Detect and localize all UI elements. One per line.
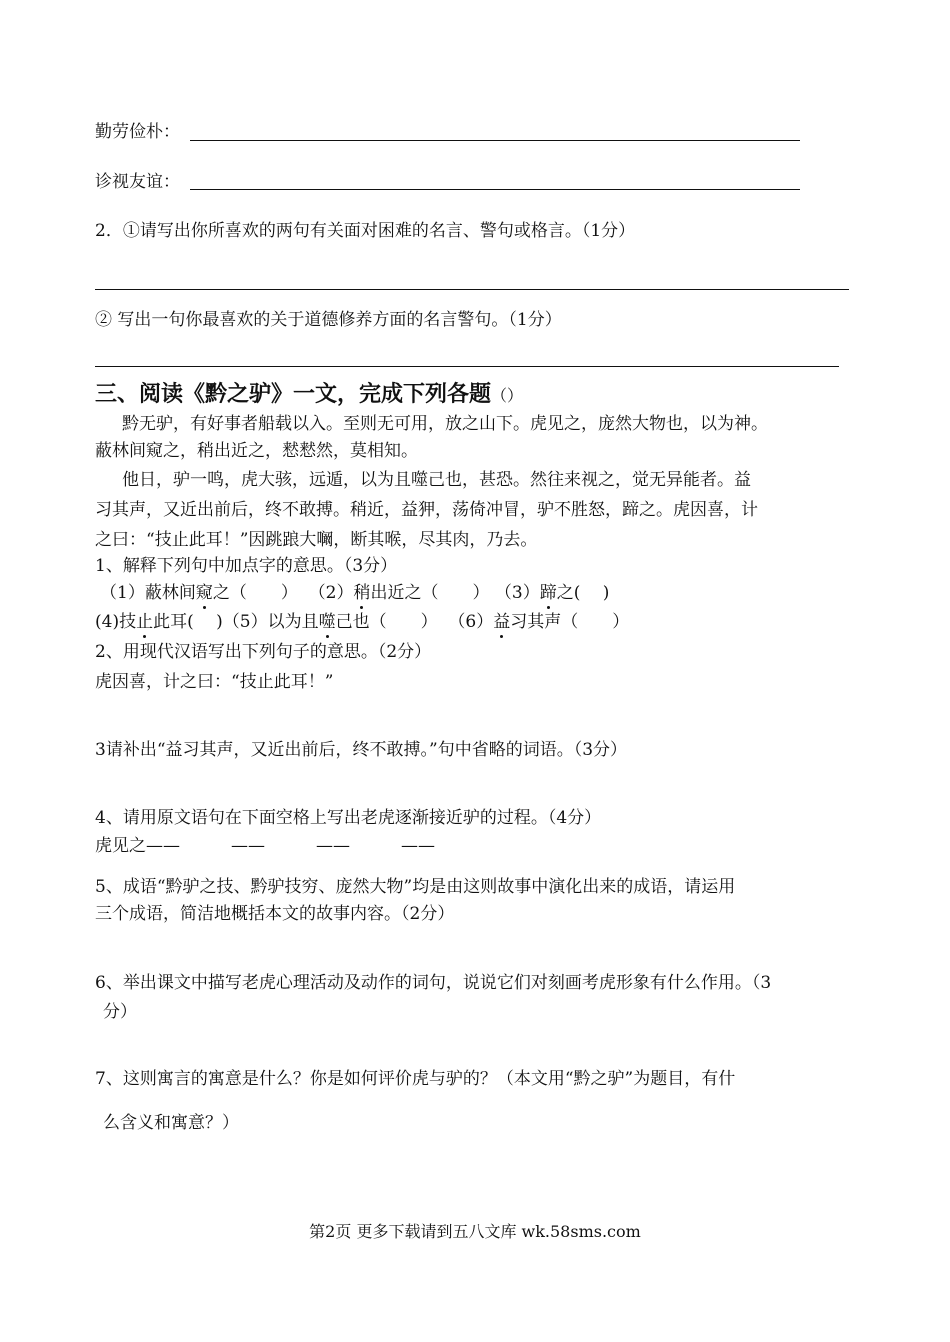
q1-row-2 — [95, 612, 629, 632]
q1-item-5-pre: （5）以为且 — [222, 612, 319, 632]
q2s-sentence: 虎因喜，计之曰：“技止此耳！” — [95, 672, 334, 692]
q6-line-2: 分） — [103, 1002, 137, 1022]
q1-item-1-dotted: 窥 — [195, 583, 213, 603]
q3-text: 3请补出“益习其声，又近出前后，终不敢搏。”句中省略的词语。（3分） — [95, 740, 628, 760]
q1-item-6-pre: （6） — [448, 612, 494, 632]
passage-line-3: 他日，驴一鸣，虎大骇，远遁，以为且噬己也，甚恐。然往来视之，觉无异能者。益 — [122, 470, 751, 490]
q1-item-5-dotted: 噬 — [318, 612, 336, 632]
q1-item-4-dotted: 止 — [136, 612, 154, 632]
q5-line-1: 5、成语“黔驴之技、黔驴技穷、庞然大物”均是由这则故事中演化出来的成语，请运用 — [95, 877, 736, 897]
q1-item-2-pre: （2） — [308, 583, 354, 603]
passage-line-4: 习其声，又近出前后，终不敢搏。稍近，益狎，荡倚冲冒，驴不胜怒，蹄之。虎因喜，计 — [95, 500, 758, 520]
idiom-label-1: 勤劳俭朴： — [95, 122, 180, 142]
answer-line-q2-2 — [95, 366, 839, 367]
passage-line-5: 之曰：“技止此耳！”因跳踉大㘎，断其喉，尽其肉，乃去。 — [95, 530, 538, 550]
idiom-label-2: 诊视友谊： — [95, 172, 180, 192]
q1-item-5-post: 己也（ ） — [335, 612, 438, 632]
q6-line-1: 6、举出课文中描写老虎心理活动及动作的词句，说说它们对刻画考虎形象有什么作用。（3 — [95, 973, 772, 993]
section-title: 三、阅读《黔之驴》一文，完成下列各题 — [95, 382, 492, 407]
section-heading — [95, 382, 523, 408]
q1-item-4-post: 此耳( ) — [153, 612, 223, 632]
q5-line-2: 三个成语，简洁地概括本文的故事内容。（2分） — [95, 904, 455, 924]
answer-line-q2-1 — [95, 289, 849, 290]
q4-title: 4、请用原文语句在下面空格上写出老虎逐渐接近驴的过程。（4分） — [95, 808, 602, 828]
q1-item-3-post: 之( ) — [556, 583, 610, 603]
q7-line-2: 么含义和寓意？） — [103, 1113, 239, 1133]
q1-item-2-post: 出近之（ ） — [370, 583, 490, 603]
answer-line-idiom-1 — [190, 140, 800, 141]
q2-part1: 2．①请写出你所喜欢的两句有关面对困难的名言、警句或格言。（1分） — [95, 221, 636, 241]
q1-item-4-pre: (4)技 — [95, 612, 137, 632]
q1-item-1-pre: （1）蔽林间 — [100, 583, 196, 603]
q1-item-1-post: 之（ ） — [212, 583, 298, 603]
passage-line-2: 蔽林间窥之，稍出近之，慭慭然，莫相知。 — [95, 441, 418, 461]
q2-part2: ② 写出一句你最喜欢的关于道德修养方面的名言警句。（1分） — [95, 310, 562, 330]
q1-item-6-dotted: 益 — [493, 612, 511, 632]
q7-line-1: 7、这则寓言的寓意是什么？你是如何评价虎与驴的？（本文用“黔之驴”为题目，有什 — [95, 1069, 736, 1089]
q1-item-3-pre: （3） — [494, 583, 540, 603]
page-footer: 第2页 更多下载请到五八文库 wk.58sms.com — [309, 1222, 641, 1241]
q1-row-1 — [100, 583, 609, 603]
q2s-title: 2、用现代汉语写出下列句子的意思。（2分） — [95, 642, 432, 662]
q1-item-6-post: 习其声（ ） — [510, 612, 630, 632]
answer-line-idiom-2 — [190, 189, 800, 190]
passage-line-1: 黔无驴，有好事者船载以入。至则无可用，放之山下。虎见之，庞然大物也，以为神。 — [122, 414, 768, 434]
q1-item-2-dotted: 稍 — [353, 583, 371, 603]
q4-fill: 虎见之—— —— —— —— — [95, 836, 435, 856]
q1-item-3-dotted: 蹄 — [539, 583, 557, 603]
q1-title: 1、解释下列句中加点字的意思。（3分） — [95, 556, 398, 576]
section-title-suffix: （） — [491, 386, 524, 405]
